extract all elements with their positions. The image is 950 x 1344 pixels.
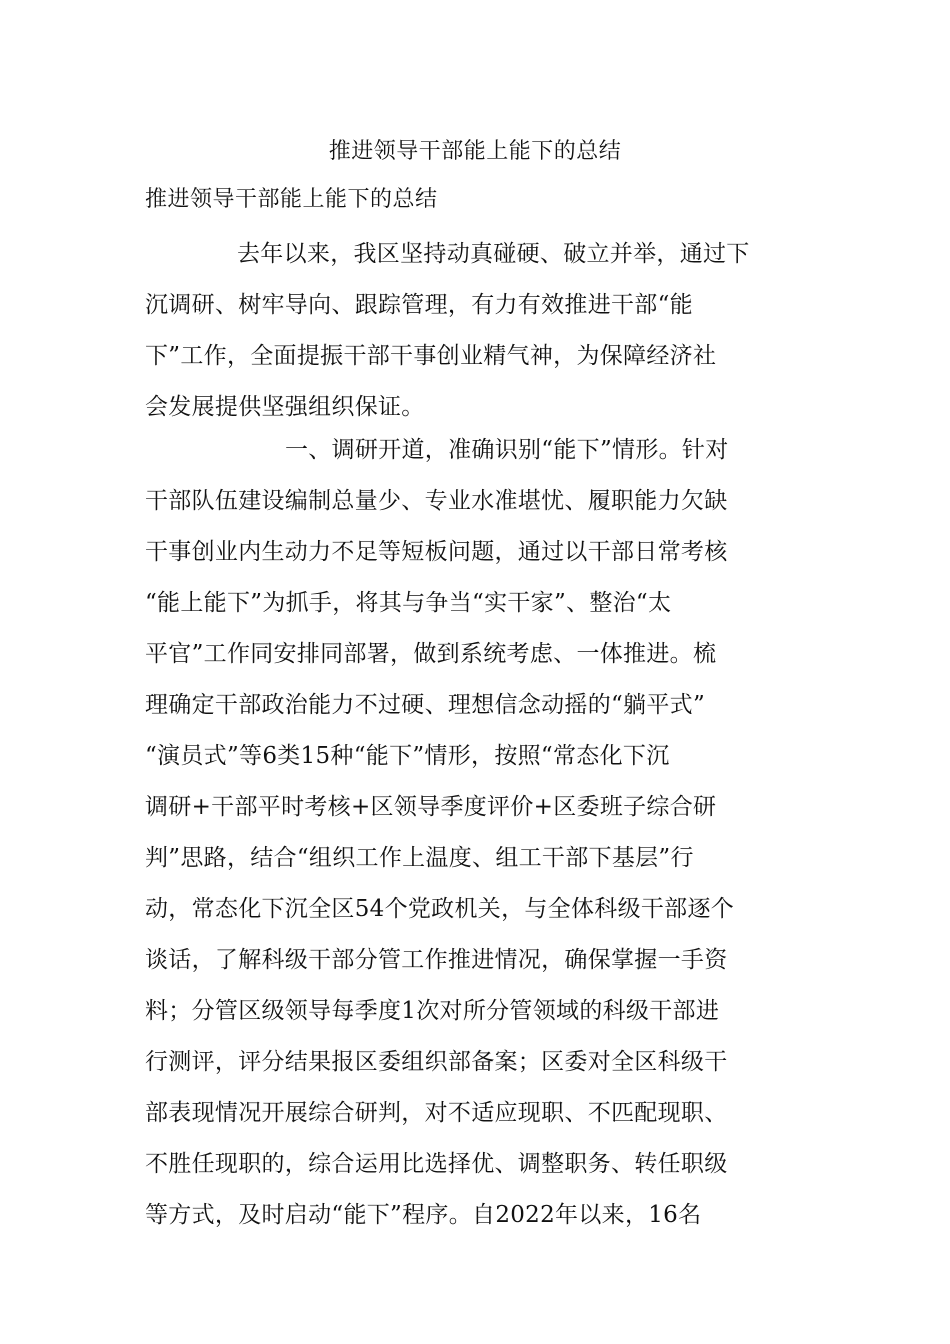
paragraph-line: 沉调研、树牢导向、跟踪管理，有力有效推进干部“能	[145, 292, 693, 318]
intro-paragraph	[145, 229, 825, 433]
document-subtitle: 推进领导干部能上能下的总结	[145, 187, 438, 212]
paragraph-line: 等方式，及时启动“能下”程序。自2022年以来，16名	[145, 1202, 702, 1228]
section-one-paragraph	[145, 425, 825, 1241]
paragraph-line: 料；分管区级领导每季度1次对所分管领域的科级干部进	[145, 998, 720, 1024]
paragraph-line: 判”思路，结合“组织工作上温度、组工干部下基层”行	[145, 845, 694, 871]
paragraph-line: 平官”工作同安排同部署，做到系统考虑、一体推进。梳	[145, 641, 717, 667]
paragraph-line: 理确定干部政治能力不过硬、理想信念动摇的“躺平式”	[145, 692, 706, 718]
paragraph-line: 去年以来，我区坚持动真碰硬、破立并举，通过下	[237, 241, 750, 267]
paragraph-line: 部表现情况开展综合研判，对不适应现职、不匹配现职、	[145, 1100, 728, 1126]
paragraph-line: 干事创业内生动力不足等短板问题，通过以干部日常考核	[145, 539, 728, 565]
paragraph-line: 不胜任现职的，综合运用比选择优、调整职务、转任职级	[145, 1151, 728, 1177]
section-heading-line: 一、调研开道，准确识别“能下”情形。针对	[285, 437, 729, 463]
paragraph-line: 会发展提供坚强组织保证。	[145, 394, 425, 420]
paragraph-line: 下”工作，全面提振干部干事创业精气神，为保障经济社	[145, 343, 717, 369]
paragraph-line: 调研+干部平时考核+区领导季度评价+区委班子综合研	[145, 794, 717, 820]
paragraph-line: “能上能下”为抓手，将其与争当“实干家”、整治“太	[145, 590, 672, 616]
paragraph-line: 行测评，评分结果报区委组织部备案；区委对全区科级干	[145, 1049, 728, 1075]
document-title: 推进领导干部能上能下的总结	[328, 139, 622, 164]
paragraph-line: 谈话，了解科级干部分管工作推进情况，确保掌握一手资	[145, 947, 728, 973]
paragraph-line: 干部队伍建设编制总量少、专业水准堪忧、履职能力欠缺	[145, 488, 728, 514]
paragraph-line: “演员式”等6类15种“能下”情形，按照“常态化下沉	[145, 743, 670, 769]
paragraph-line: 动，常态化下沉全区54个党政机关，与全体科级干部逐个	[145, 896, 735, 922]
